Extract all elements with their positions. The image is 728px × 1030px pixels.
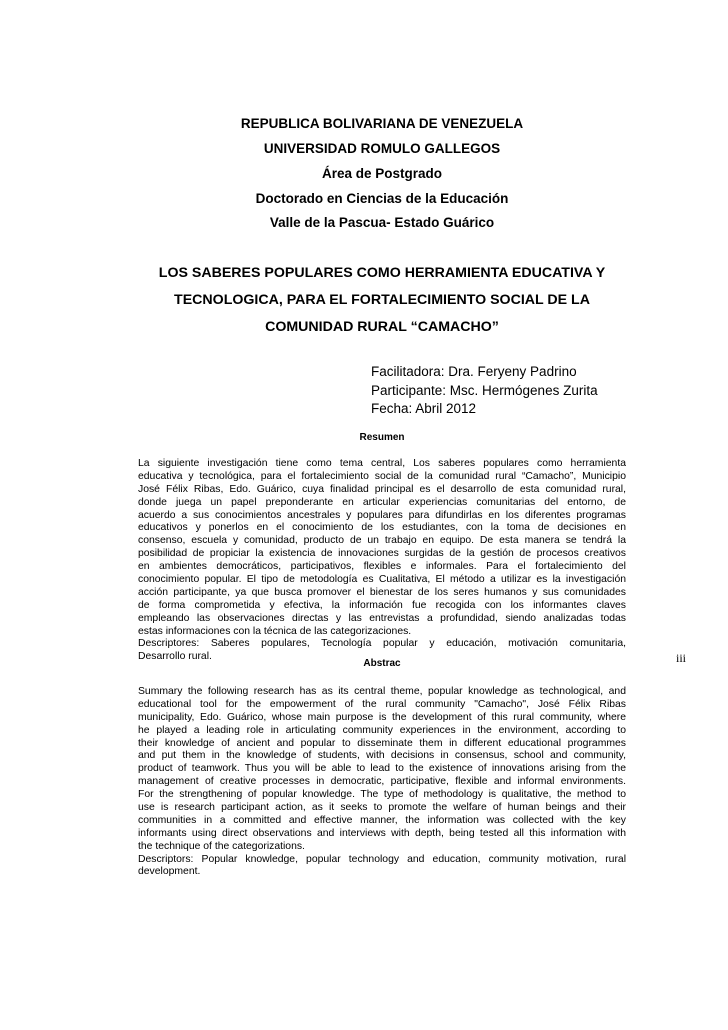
resumen-line: acuerdo a sus conocimientos ancestrales y populares para difundirlas en los diferentes programas [138, 509, 626, 521]
abstract-line: communities in a committed and effective manner, the information was collected with the key [138, 814, 626, 826]
resumen-line: consenso, escuela y comunidad, producto de un trabajo en equipo. De esta manera se tendrá la [138, 535, 626, 547]
abstract-line: use is research participant action, as it seeks to promote the welfare of human beings and their [138, 802, 626, 814]
resumen-line: estas informaciones con la técnica de las categorizaciones. [138, 625, 412, 637]
title-line-3: COMUNIDAD RURAL “CAMACHO” [265, 319, 499, 335]
facilitator: Facilitadora: Dra. Feryeny Padrino [371, 364, 577, 379]
abstract-line: Summary the following research has as its central theme, popular knowledge as technological, and [138, 686, 626, 697]
resumen-line: José Félix Ribas, Edo. Guárico, cuya finalidad principal es el desarrollo de esta comunidad rural, [138, 483, 626, 495]
abstract-line: educational tool for the empowerment of the rural community "Camacho", José Félix Ribas [138, 698, 626, 710]
participant: Participante: Msc. Hermógenes Zurita [371, 383, 598, 398]
resumen-heading: Resumen [359, 432, 405, 443]
date: Fecha: Abril 2012 [371, 401, 477, 416]
resumen-line: conocimiento popular. El tipo de metodología es Cualitativa, El método a utilizar es la investigación [138, 574, 626, 586]
resumen-line: de forma comprometida y efectiva, la información fue recogida con los informantes claves [138, 599, 626, 611]
header-area: Área de Postgrado [321, 166, 443, 181]
abstract-descriptors: Descriptors: Popular knowledge, popular technology and education, community motivation, rural [138, 853, 626, 865]
page-number: iii [676, 651, 687, 665]
abstract-line: For the strengthening of popular knowledge. The type of methodology is qualitative, the method to [138, 789, 626, 801]
abstract-body [138, 686, 626, 879]
title-line-1: LOS SABERES POPULARES COMO HERRAMIENTA EDUCATIVA Y [158, 265, 606, 281]
resumen-line: posibilidad de propiciar la existencia de innovaciones surgidas de la gestión de procesos creativos [138, 548, 626, 560]
resumen-line: donde juega un papel preponderante en articular experiencias comunitarias del entorno, de [138, 496, 626, 508]
resumen-line: educativos y ponerlos en el conocimiento de los estudiantes, con la toma de decisiones en [138, 522, 626, 534]
resumen-descriptors: Descriptores: Saberes populares, Tecnología popular y educación, motivación comunitaria, [138, 638, 626, 650]
resumen-body [138, 458, 626, 664]
resumen-line: empleando las observaciones directas y las entrevistas a profundidad, siendo analizadas todas [138, 612, 626, 624]
abstract-heading: Abstrac [363, 658, 401, 669]
abstract-line: the technique of the categorizations. [138, 840, 305, 852]
abstract-line: informants using direct observations and interviews with depth, being tested all this information with [138, 827, 626, 839]
abstract-line: product of teamwork. Thus you will be able to lead to the existence of innovations arising from the [138, 763, 626, 775]
abstract-line: management of creative processes in democratic, participative, flexible and informal environments. [138, 776, 626, 788]
abstract-line: and put them in the knowledge of students, with decisions in consensus, school and community, [138, 750, 626, 762]
abstract-line: municipality, Edo. Guárico, whose main purpose is the development of this rural community, where [138, 711, 626, 723]
resumen-line: educativa y tecnológica, para el fortalecimiento social de la comunidad rural “Camacho”, Municipio [138, 470, 626, 482]
header-republic: REPUBLICA BOLIVARIANA DE VENEZUELA [240, 116, 524, 131]
header-doctorate: Doctorado en Ciencias de la Educación [255, 191, 509, 206]
abstract-line: their knowledge of ancient and popular to disseminate them in different educational programmes [138, 737, 626, 749]
header-university: UNIVERSIDAD ROMULO GALLEGOS [263, 141, 501, 156]
abstract-descriptors-end: development. [138, 866, 201, 878]
resumen-line: acción participante, ya que busca promover el bienestar de los seres humanos y sus comunidades [138, 586, 626, 598]
header-location: Valle de la Pascua- Estado Guárico [269, 215, 495, 230]
abstract-line: he played a leading role in articulating community experiences in the environment, according to [138, 724, 626, 736]
resumen-line: en ambientes democráticos, participativos, flexibles e informales. Para el fortalecimiento del [138, 561, 626, 573]
title-line-2: TECNOLOGICA, PARA EL FORTALECIMIENTO SOCIAL DE LA [174, 292, 590, 308]
resumen-descriptors-end: Desarrollo rural. [138, 651, 212, 663]
resumen-line: La siguiente investigación tiene como tema central, Los saberes populares como herramienta [138, 458, 626, 469]
